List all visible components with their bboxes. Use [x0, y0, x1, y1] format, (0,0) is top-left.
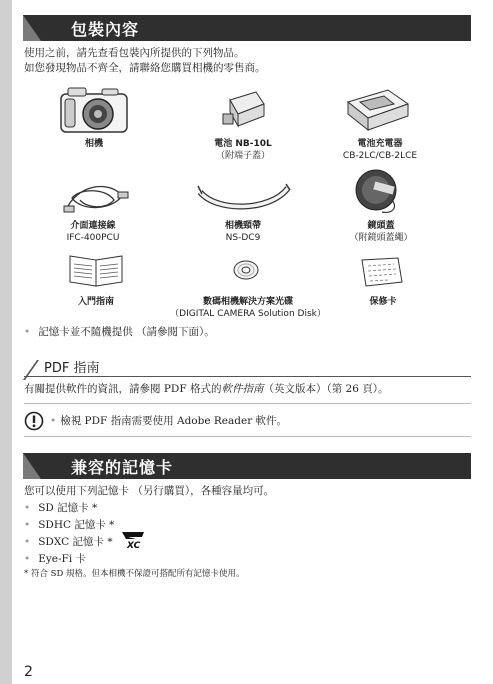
item-detail: （DIGITAL CAMERA Solution Disk） — [170, 309, 326, 319]
divider — [24, 436, 471, 437]
cards-intro: 您可以使用下列記憶卡 （另行購買），各種容量均可。 — [24, 485, 275, 497]
memory-card-note — [24, 324, 215, 339]
lens-cap-icon — [352, 168, 406, 218]
item-detail: NS-DC9 — [225, 233, 261, 243]
card-item — [24, 500, 97, 515]
pdf-section-title: PDF 指南 — [44, 361, 100, 376]
card-name: SDHC 記憶卡 * — [38, 519, 115, 531]
card-item — [24, 517, 114, 532]
page-number: 2 — [24, 664, 33, 680]
item-name: 相機頸帶 — [224, 221, 261, 231]
pdf-guide-text — [24, 382, 389, 397]
note-text: 檢視 PDF 指南需要使用 Adobe Reader 軟件。 — [60, 415, 288, 427]
item-label-guide — [58, 296, 134, 308]
camera-icon — [58, 84, 130, 136]
section-header-package-contents — [23, 15, 471, 41]
item-label-camera — [58, 138, 130, 150]
item-label-strap — [188, 220, 298, 244]
item-name: 數碼相機解決方案光碟 — [202, 297, 293, 307]
item-name: 電池 NB-10L — [214, 139, 272, 149]
warranty-card-icon — [358, 256, 406, 288]
pdf-reader-note — [50, 414, 287, 429]
svg-text:XC: XC — [127, 541, 141, 550]
item-label-battery — [178, 138, 308, 162]
interface-cable-icon — [62, 176, 130, 218]
bullet-dot: • — [24, 536, 31, 548]
battery-charger-icon — [344, 88, 412, 132]
header-notch — [23, 453, 41, 479]
cd-disc-icon — [232, 258, 260, 282]
neck-strap-icon — [196, 182, 292, 214]
bullet-dot: • — [24, 502, 31, 514]
item-label-warranty — [348, 296, 418, 308]
divider — [24, 403, 471, 404]
page-edge-bar — [0, 0, 12, 684]
intro-line-1: 使用之前，請先查看包裝內所提供的下列物品。 — [24, 47, 245, 59]
pdf-text-end: （英文版本）（第 26 頁）。 — [263, 383, 389, 395]
caution-icon — [24, 411, 44, 431]
card-item — [24, 551, 86, 566]
item-name: 保修卡 — [369, 297, 397, 307]
item-label-cable — [38, 220, 148, 244]
item-detail: （附端子蓋） — [215, 151, 270, 161]
item-label-cd — [158, 296, 338, 320]
item-detail: CB-2LC/CB-2LCE — [342, 151, 418, 161]
section-header-compatible-cards — [23, 453, 471, 479]
item-name: 鏡頭蓋 — [367, 221, 395, 231]
sd-footnote: * 符合 SD 規格。但本相機不保證可搭配所有記憶卡使用。 — [24, 569, 245, 579]
bullet-dot: • — [24, 326, 31, 338]
note-text: 記憶卡並不隨機提供 （請參閱下面）。 — [38, 326, 215, 338]
item-name: 電池充電器 — [357, 139, 403, 149]
item-label-charger — [320, 138, 440, 162]
header-notch — [23, 15, 41, 41]
battery-icon — [222, 90, 268, 130]
item-detail: IFC-400PCU — [66, 233, 120, 243]
pdf-text-start: 有關提供軟件的資訊，請參閱 PDF 格式的 — [24, 383, 222, 395]
section-title: 包裝內容 — [71, 20, 140, 39]
intro-line-2: 如您發現物品不齊全，請聯絡您購買相機的零售商。 — [24, 62, 266, 74]
bullet-dot: • — [50, 415, 57, 427]
section-title: 兼容的記憶卡 — [71, 458, 174, 477]
pdf-text-italic: 軟件指南 — [221, 383, 264, 395]
card-name: SDXC 記憶卡 * — [38, 536, 113, 548]
item-name: 介面連接線 — [70, 221, 116, 231]
card-name: SD 記憶卡 * — [38, 502, 98, 514]
bullet-dot: • — [24, 519, 31, 531]
item-name: 入門指南 — [77, 297, 114, 307]
item-name: 相機 — [84, 139, 103, 149]
card-name: Eye-Fi 卡 — [38, 553, 87, 565]
card-item — [24, 534, 113, 549]
item-detail: （附鏡頭蓋繩） — [349, 233, 413, 243]
bullet-dot: • — [24, 553, 31, 565]
getting-started-book-icon — [68, 252, 124, 288]
item-label-lens-cap — [322, 220, 440, 244]
sdxc-logo-icon — [118, 530, 148, 550]
